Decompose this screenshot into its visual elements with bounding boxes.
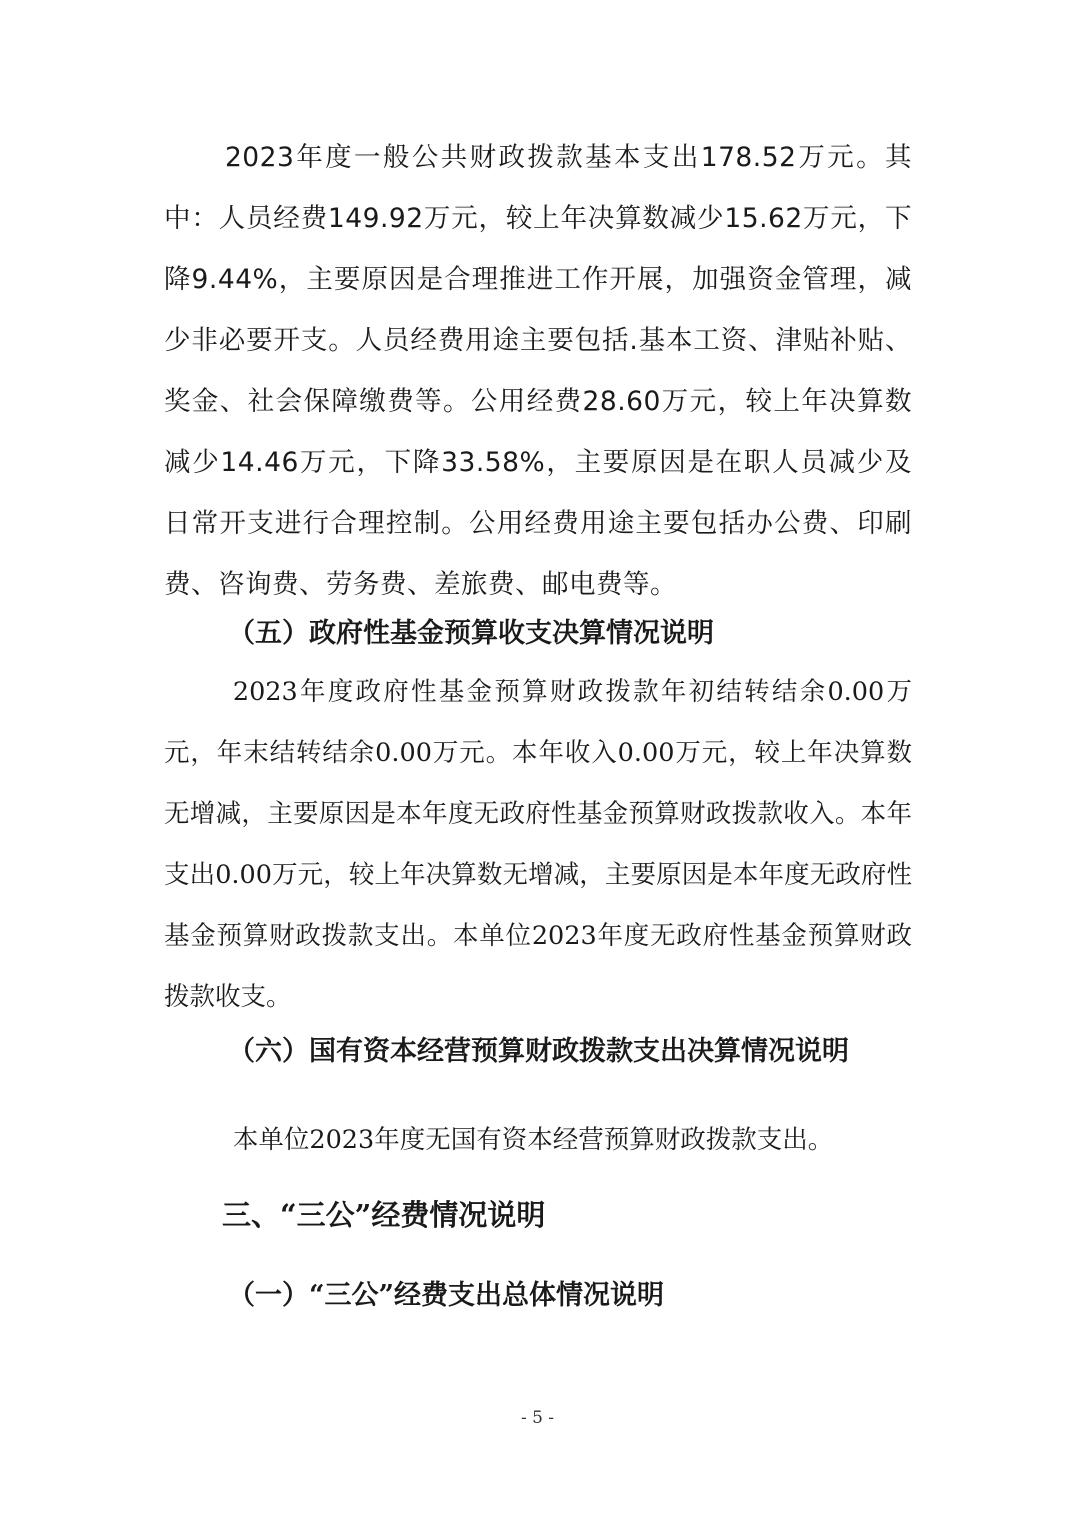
heading-three-public-expenses: 三、“三公”经费情况说明 (222, 1198, 546, 1232)
paragraph-government-fund-budget: 2023年度政府性基金预算财政拨款年初结转结余0.00万元，年末结转结余0.00万元。本年收入0.00万元，较上年决算数无增减，主要原因是本年度无政府性基金预算财政拨款收入。本年支出0.00万元，较上年决算数无增减，主要原因是本年度无政府性基金预算财政拨款支出。本单位2023年度无政府性基金预算财政拨款收支。 (164, 677, 912, 1012)
heading-three-public-expenses-overview: （一）“三公”经费支出总体情况说明 (228, 1280, 665, 1311)
heading-state-capital-budget: （六）国有资本经营预算财政拨款支出决算情况说明 (228, 1036, 849, 1067)
page-number: - 5 - (520, 1408, 555, 1428)
paragraph-state-capital-budget: 本单位2023年度无国有资本经营预算财政拨款支出。 (232, 1125, 834, 1155)
heading-government-fund-budget: （五）政府性基金预算收支决算情况说明 (228, 618, 714, 649)
paragraph-general-public-basic-expenditure: 2023年度一般公共财政拨款基本支出178.52万元。其中：人员经费149.92万元，较上年决算数减少15.62万元，下降9.44%，主要原因是合理推进工作开展，加强资金管理，减少非必要开支。人员经费用途主要包括.基本工资、津贴补贴、奖金、社会保障缴费等。公用经费28.60万元，较上年决算数减少14.46万元，下降33.58%，主要原因是在职人员减少及日常开支进行合理控制。公用经费用途主要包括办公费、印刷费、咨询费、劳务费、差旅费、邮电费等。 (164, 142, 912, 600)
